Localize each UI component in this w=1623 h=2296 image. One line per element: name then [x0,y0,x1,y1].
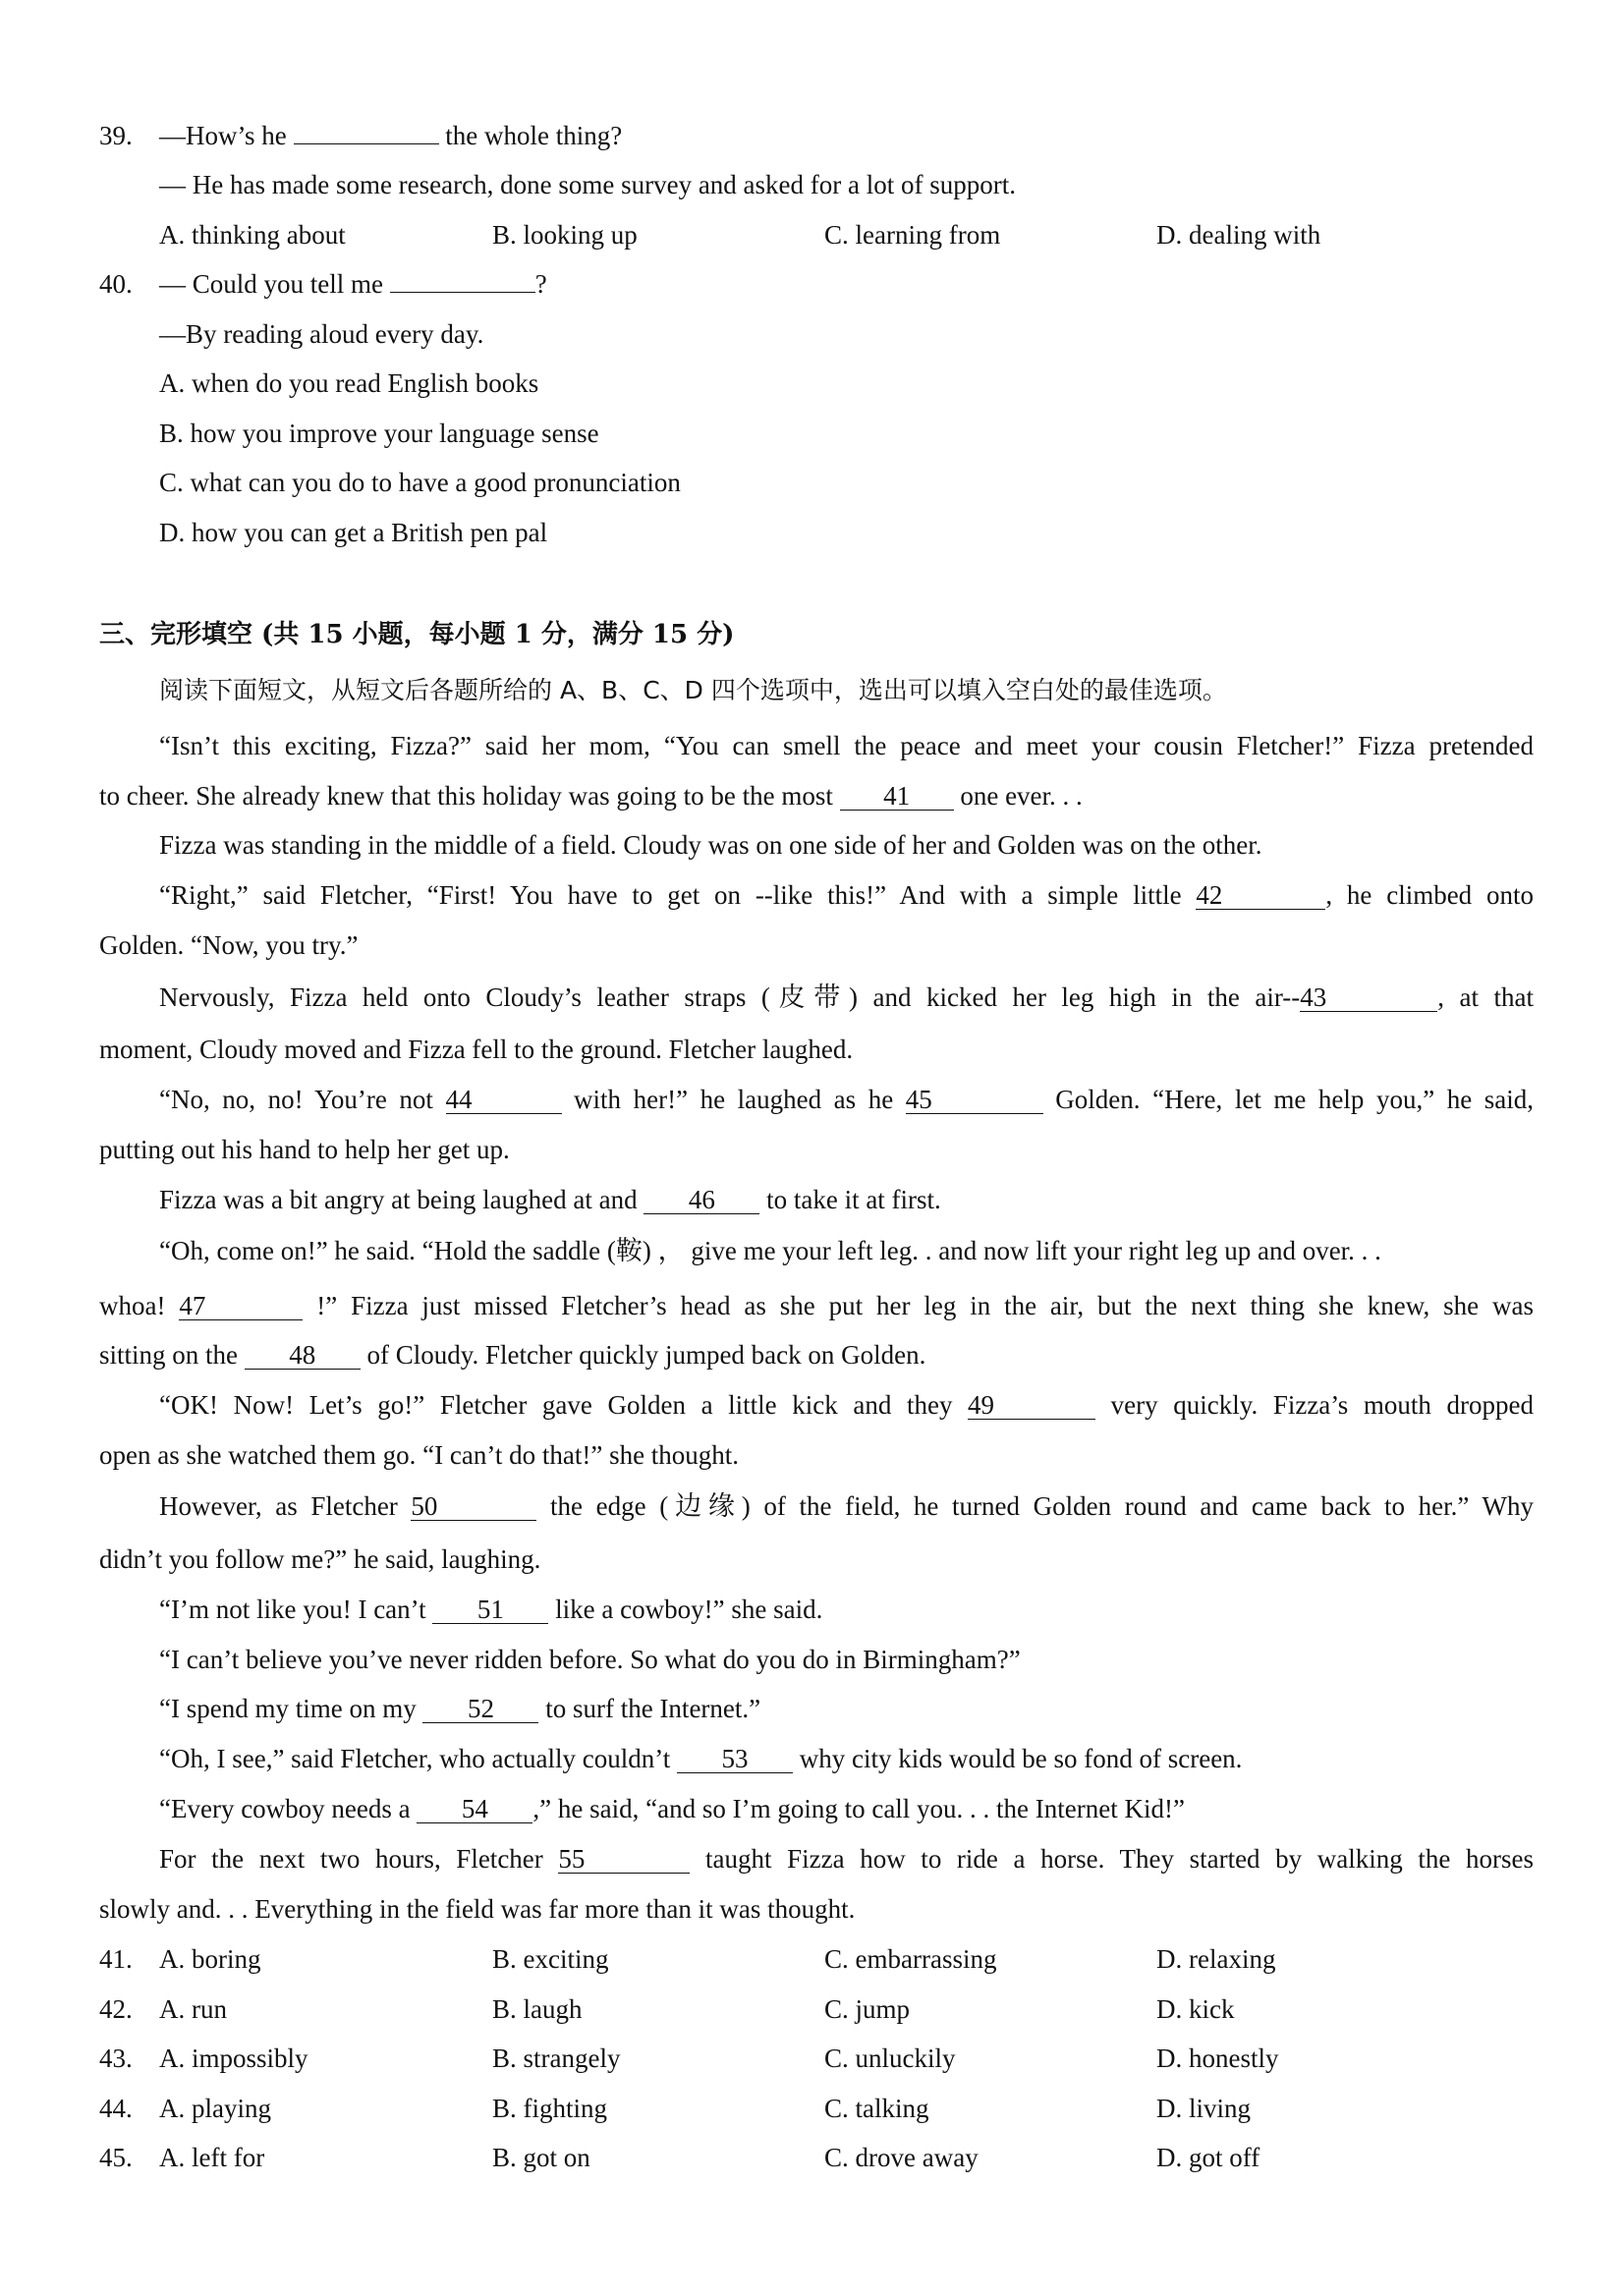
question-number: 41. [99,1944,133,1974]
passage-line [159,1183,1594,1216]
question-number: 45. [99,2143,133,2172]
option-d: D. relaxing [1156,1944,1276,1974]
passage-text: “I spend my time on my [159,1694,423,1723]
section-title: 三、完形填空 (共 15 小题，每小题 1 分，满分 15 分) [99,620,735,649]
passage-text: For the next two hours, Fletcher [159,1844,559,1874]
passage-text: “Right,” said Fletcher, “First! You have to get on --like this!” And with a simple little [159,880,1197,910]
option-b: B. how you improve your language sense [159,419,599,448]
passage-text: the edge (边缘) of the field, he turned Golden round and came back to her.” Why [536,1491,1535,1521]
blank-47: 47 [179,1292,303,1320]
passage-text: Fizza was a bit angry at being laughed at and [159,1185,644,1214]
option-a: A. playing [159,2094,271,2123]
passage-text: However, as Fletcher [159,1491,412,1521]
stem-text: ? [534,269,547,299]
passage-line: open as she watched them go. “I can’t do that!” she thought. [99,1440,740,1470]
passage-text: to surf the Internet.” [538,1694,761,1723]
option-a: A. left for [159,2143,265,2172]
option-d: D. got off [1156,2143,1260,2172]
passage-text: , at that [1437,982,1534,1012]
option-c: C. learning from [824,220,1001,250]
stem-text: — Could you tell me [159,269,390,299]
passage-text: “No, no, no! You’re not [159,1085,446,1114]
passage-line: putting out his hand to help her get up. [99,1135,510,1164]
option-c: C. jump [824,1994,911,2024]
passage-text: “I’m not like you! I can’t [159,1595,433,1624]
passage-line [159,1388,1534,1422]
passage-text: to take it at first. [759,1185,941,1214]
passage-line [159,1692,1594,1725]
question-number: 43. [99,2044,133,2073]
passage-line [159,1593,1594,1626]
passage-text: of Cloudy. Fletcher quickly jumped back on Golden. [360,1340,926,1370]
passage-line: Fizza was standing in the middle of a field. Cloudy was on one side of her and Golden was on the other. [159,830,1262,860]
option-a: A. thinking about [159,220,346,250]
passage-line: “Isn’t this exciting, Fizza?” said her mom, “You can smell the peace and meet your cousin Fletcher!” Fizza pretended [159,731,1534,760]
passage-text: “OK! Now! Let’s go!” Fletcher gave Golden a little kick and they [159,1390,969,1420]
passage-line [99,1338,1534,1372]
passage-text: Nervously, Fizza held onto Cloudy’s leather straps (皮带) and kicked her leg high in the air-- [159,982,1301,1012]
passage-line [159,1792,1594,1825]
passage-line [99,1289,1534,1322]
passage-text: to cheer. She already knew that this holiday was going to be the most [99,781,840,811]
passage-text: Golden. “Here, let me help you,” he said, [1042,1085,1534,1114]
passage-text: sitting on the [99,1340,245,1370]
blank-45: 45 [906,1086,1043,1114]
passage-line [159,878,1534,912]
passage-text: “Oh, I see,” said Fletcher, who actually couldn’t [159,1744,678,1773]
option-d: D. how you can get a British pen pal [159,518,548,547]
passage-text: , he climbed onto [1325,880,1534,910]
passage-line: didn’t you follow me?” he said, laughing. [99,1544,541,1574]
option-c: C. drove away [824,2143,979,2172]
question-number: 40. [99,269,133,299]
blank-48: 48 [245,1341,361,1370]
passage-text: taught Fizza how to ride a horse. They started by walking the horses [690,1844,1534,1874]
blank-50: 50 [411,1492,536,1521]
passage-line [159,1083,1534,1116]
blank-46: 46 [644,1186,759,1214]
passage-line [99,779,1534,812]
answer-blank [390,292,535,293]
blank-49: 49 [968,1391,1095,1420]
blank-44: 44 [446,1086,562,1114]
option-b: B. exciting [492,1944,609,1974]
passage-text: ,” he said, “and so I’m going to call you. . . the Internet Kid!” [532,1794,1185,1823]
option-c: C. embarrassing [824,1944,997,1974]
passage-line [159,1742,1594,1775]
option-a: A. impossibly [159,2044,308,2073]
blank-53: 53 [677,1745,793,1773]
stem-text: —How’s he [159,121,294,150]
option-b: B. fighting [492,2094,608,2123]
blank-43: 43 [1300,983,1437,1012]
passage-text: “Every cowboy needs a [159,1794,418,1823]
option-d: D. living [1156,2094,1252,2123]
passage-line: slowly and. . . Everything in the field was far more than it was thought. [99,1894,856,1924]
option-d: D. honestly [1156,2044,1279,2073]
question-number: 42. [99,1994,133,2024]
passage-line: Golden. “Now, you try.” [99,930,359,960]
passage-line: “Oh, come on!” he said. “Hold the saddle (鞍) ， give me your left leg. . and now lift your right leg up and over. . . [159,1236,1381,1265]
stem-text: the whole thing? [438,121,623,150]
question-stem [159,267,1594,301]
question-stem [159,119,1594,152]
question-number: 39. [99,121,133,150]
blank-54: 54 [417,1795,532,1823]
option-a: A. when do you read English books [159,368,539,398]
option-a: A. run [159,1994,227,2024]
option-b: B. laugh [492,1994,583,2024]
passage-line [159,1489,1534,1523]
section-instruction: 阅读下面短文，从短文后各题所给的 A、B、C、D 四个选项中，选出可以填入空白处的最佳选项。 [159,676,1227,704]
passage-line [159,1842,1534,1876]
passage-text: !” Fizza just missed Fletcher’s head as she put her leg in the air, but the next thing she knew, she was [303,1291,1534,1320]
option-d: D. kick [1156,1994,1235,2024]
passage-line [159,980,1534,1014]
option-b: B. strangely [492,2044,621,2073]
option-c: C. what can you do to have a good pronunciation [159,468,681,497]
passage-text: why city kids would be so fond of screen. [793,1744,1243,1773]
blank-51: 51 [432,1596,548,1624]
option-d: D. dealing with [1156,220,1321,250]
passage-line: moment, Cloudy moved and Fizza fell to the ground. Fletcher laughed. [99,1035,854,1064]
blank-55: 55 [558,1845,690,1874]
option-b: B. looking up [492,220,638,250]
question-number: 44. [99,2094,133,2123]
option-a: A. boring [159,1944,261,1974]
passage-text: one ever. . . [953,781,1083,811]
passage-text: with her!” he laughed as he [561,1085,906,1114]
answer-blank [294,143,439,144]
option-c: C. unluckily [824,2044,956,2073]
blank-42: 42 [1196,881,1325,910]
blank-52: 52 [422,1695,538,1723]
blank-41: 41 [840,782,954,811]
option-c: C. talking [824,2094,929,2123]
option-b: B. got on [492,2143,590,2172]
passage-text: whoa! [99,1291,180,1320]
passage-text: like a cowboy!” she said. [548,1595,823,1624]
dialogue-reply: — He has made some research, done some survey and asked for a lot of support. [159,170,1016,199]
passage-line: “I can’t believe you’ve never ridden before. So what do you do in Birmingham?” [159,1645,1021,1674]
dialogue-reply: —By reading aloud every day. [159,319,484,349]
passage-text: very quickly. Fizza’s mouth dropped [1095,1390,1534,1420]
